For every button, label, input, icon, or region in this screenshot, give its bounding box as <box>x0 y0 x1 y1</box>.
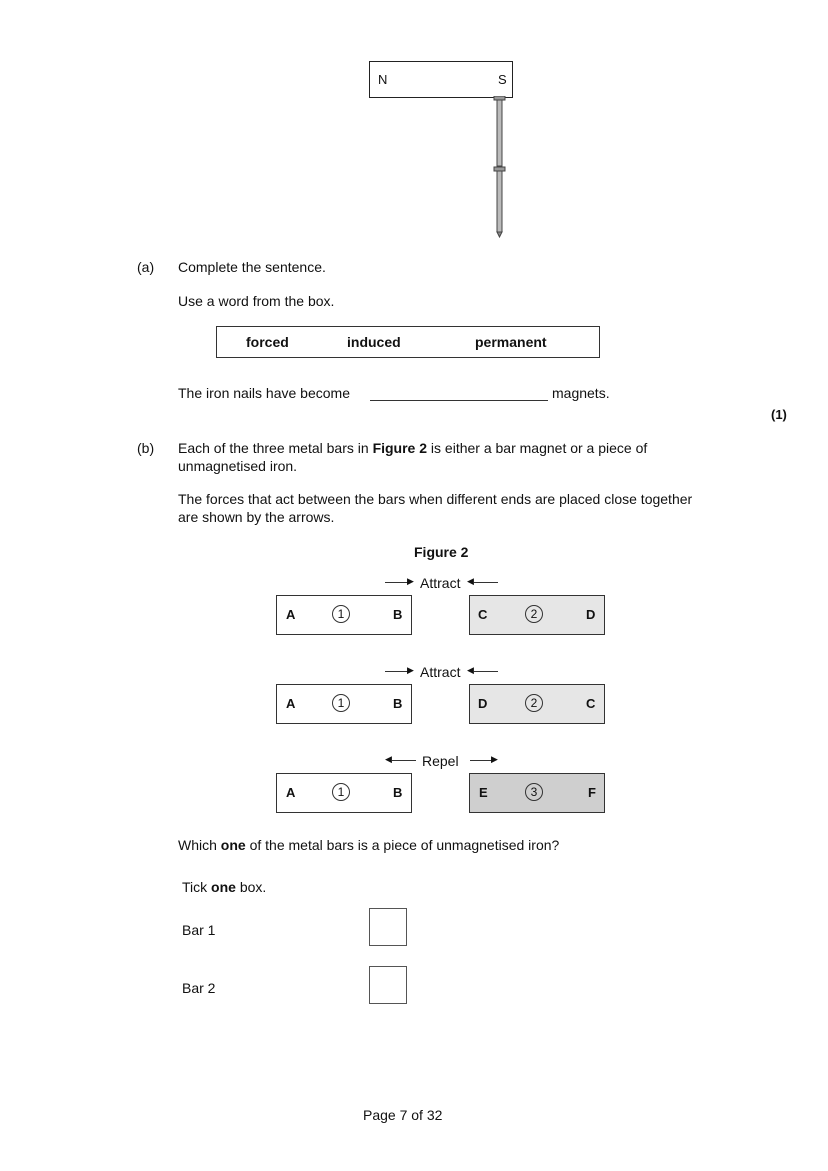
bar-1 <box>276 684 412 724</box>
answer-blank[interactable] <box>370 400 548 401</box>
south-pole-label: S <box>498 72 507 87</box>
part-b-intro-1: Each of the three metal bars in Figure 2 is either a bar magnet or a piece of unmagnetised iron. <box>178 440 648 474</box>
bar-1 <box>276 595 412 635</box>
part-a-instruction-1: Complete the sentence. <box>178 259 326 275</box>
part-a-label: (a) <box>137 259 155 275</box>
arrow-left <box>392 760 416 761</box>
part-a-instruction-2: Use a word from the box. <box>178 293 335 309</box>
part-b-intro-2: The forces that act between the bars when different ends are placed close together are shown by the arrows. <box>178 491 693 525</box>
bar-2 <box>469 595 605 635</box>
bar-number: 2 <box>525 605 543 623</box>
page-number: Page 7 of 32 <box>363 1107 443 1123</box>
word-option: forced <box>246 334 289 350</box>
tick-box-bar-1[interactable] <box>369 908 407 946</box>
tick-instruction: Tick one box. <box>182 879 267 895</box>
force-label: Repel <box>422 753 459 769</box>
marks-label: (1) <box>771 407 787 422</box>
bar-end-label: B <box>393 607 403 622</box>
bar-end-label: C <box>478 607 488 622</box>
word-box <box>216 326 600 358</box>
option-label-bar-2: Bar 2 <box>182 980 216 996</box>
north-pole-label: N <box>378 72 388 87</box>
bar-end-label: E <box>479 785 488 800</box>
force-label: Attract <box>420 575 461 591</box>
bar-end-label: B <box>393 785 403 800</box>
bar-3 <box>469 773 605 813</box>
sentence-start: The iron nails have become <box>178 385 350 401</box>
bar-2 <box>469 684 605 724</box>
bar-end-label: B <box>393 696 403 711</box>
option-label-bar-1: Bar 1 <box>182 922 216 938</box>
bar-end-label: A <box>286 785 296 800</box>
figure-title: Figure 2 <box>414 544 469 560</box>
question-text: Which one of the metal bars is a piece of unmagnetised iron? <box>178 837 560 853</box>
word-option: permanent <box>475 334 547 350</box>
bar-number: 1 <box>332 605 350 623</box>
bar-end-label: F <box>588 785 596 800</box>
tick-box-bar-2[interactable] <box>369 966 407 1004</box>
force-label: Attract <box>420 664 461 680</box>
arrow-left <box>474 671 498 672</box>
bar-end-label: A <box>286 696 296 711</box>
bar-end-label: D <box>478 696 488 711</box>
bar-number: 1 <box>332 783 350 801</box>
bar-number: 1 <box>332 694 350 712</box>
bar-end-label: C <box>586 696 596 711</box>
bar-number: 3 <box>525 783 543 801</box>
word-option: induced <box>347 334 401 350</box>
bar-number: 2 <box>525 694 543 712</box>
iron-nails-illustration <box>485 96 515 241</box>
sentence-end: magnets. <box>552 385 610 401</box>
part-b-label: (b) <box>137 440 155 456</box>
arrow-left <box>474 582 498 583</box>
bar-end-label: D <box>586 607 596 622</box>
bar-end-label: A <box>286 607 296 622</box>
bar-1 <box>276 773 412 813</box>
bar-magnet <box>369 61 513 98</box>
